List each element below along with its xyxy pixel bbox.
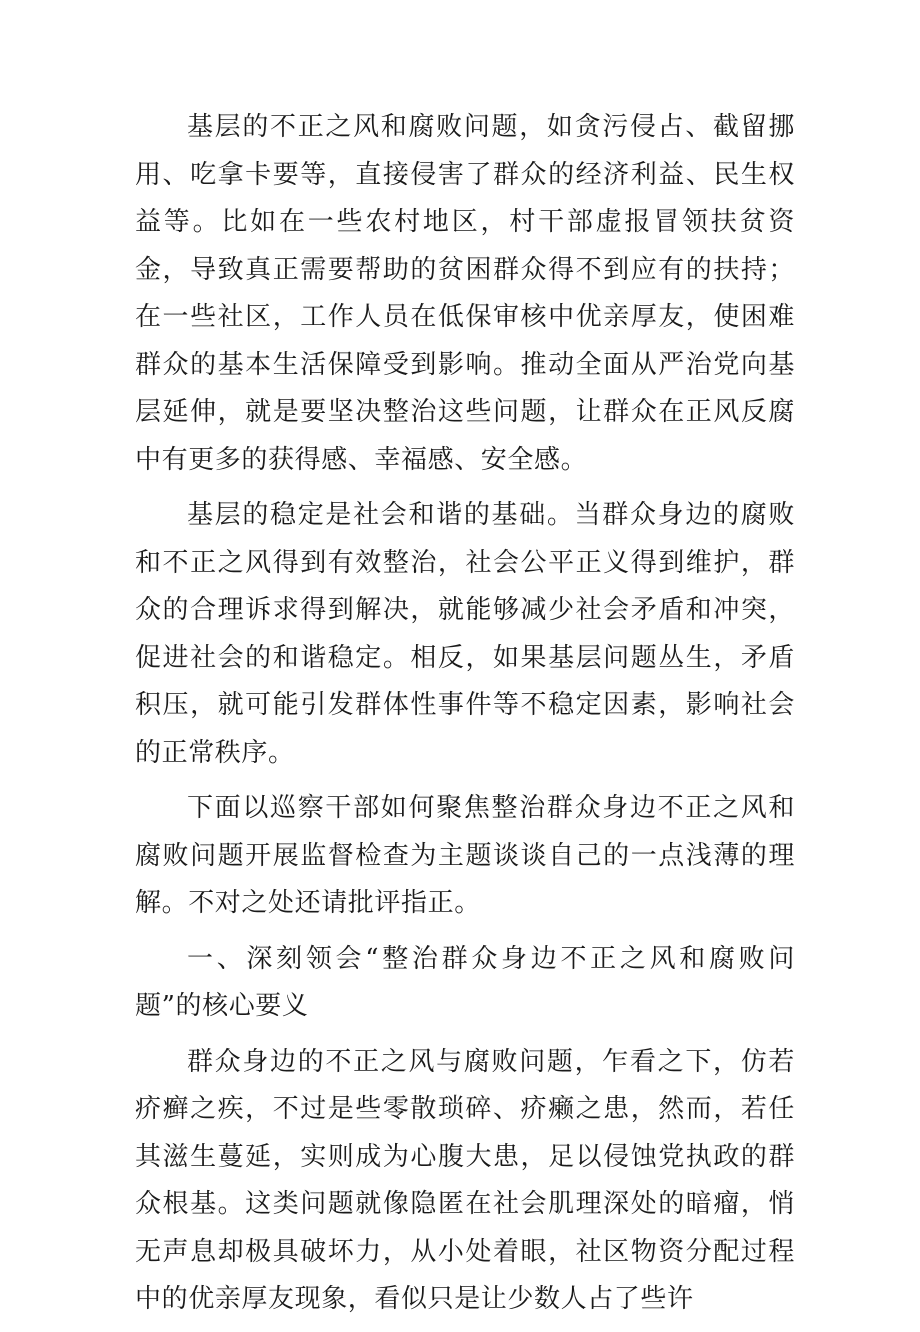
section-heading-1: 一、深刻领会“整治群众身边不正之风和腐败问题”的核心要义 xyxy=(135,943,795,1021)
document-body xyxy=(135,104,795,1332)
paragraph-grassroots-corruption: 基层的不正之风和腐败问题，如贪污侵占、截留挪用、吃拿卡要等，直接侵害了群众的经济利益、民生权益等。比如在一些农村地区，村干部虚报冒领扶贫资金，导致真正需要帮助的贫困群众得不到应有的扶持；在一些社区，工作人员在低保审核中优亲厚友，使困难群众的基本生活保障受到影响。推动全面从严治党向基层延伸，就是要坚决整治这些问题，让群众在正风反腐中有更多的获得感、幸福感、安全感。 xyxy=(135,112,795,475)
paragraph-section-1-body: 群众身边的不正之风与腐败问题，乍看之下，仿若疥癣之疾，不过是些零散琐碎、疥癞之患，然而，若任其滋生蔓延，实则成为心腹大患，足以侵蚀党执政的群众根基。这类问题就像隐匿在社会肌理深处的暗瘤，悄无声息却极具破坏力，从小处着眼，社区物资分配过程中的优亲厚友现象，看似只是让少数人占了些许 xyxy=(135,1046,795,1314)
paragraph-grassroots-stability: 基层的稳定是社会和谐的基础。当群众身边的腐败和不正之风得到有效整治，社会公平正义得到维护，群众的合理诉求得到解决，就能够减少社会矛盾和冲突，促进社会的和谐稳定。相反，如果基层问题丛生，矛盾积压，就可能引发群体性事件等不稳定因素，影响社会的正常秩序。 xyxy=(135,500,795,768)
paragraph-introduction: 下面以巡察干部如何聚焦整治群众身边不正之风和腐败问题开展监督检查为主题谈谈自己的一点浅薄的理解。不对之处还请批评指正。 xyxy=(135,793,795,918)
